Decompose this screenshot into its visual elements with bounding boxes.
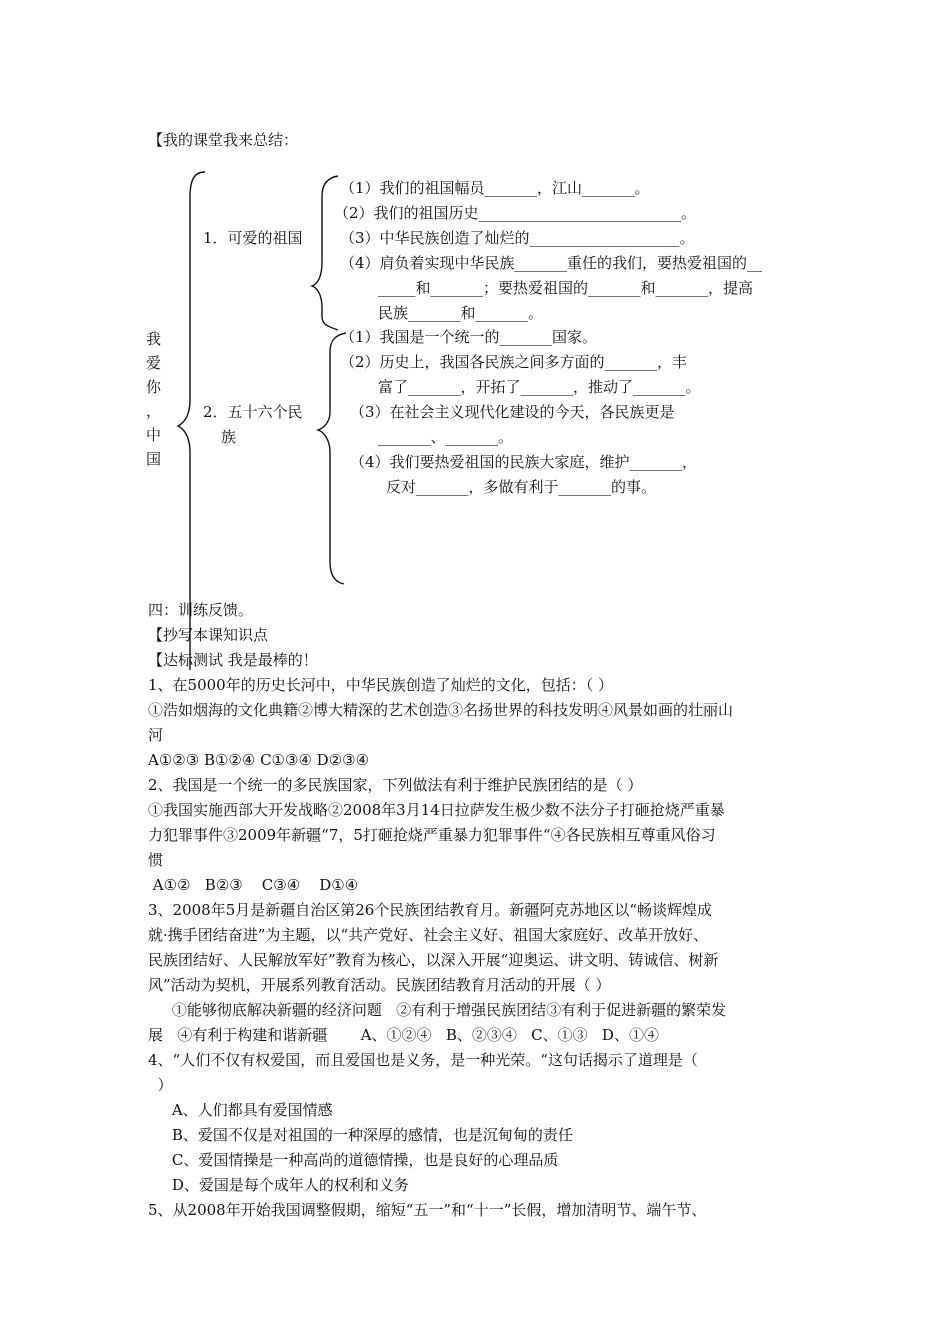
question-line: 惯 (148, 851, 164, 869)
section-title: 四：训练反馈。 (148, 601, 254, 619)
question-line: 就·携手团结奋进”为主题，以“共产党好、社会主义好、祖国大家庭好、改革开放好、 (148, 926, 709, 944)
root-char: 国 (146, 450, 162, 468)
question-line: 力犯罪事件③2009年新疆“7，5打砸抢烧严重暴力犯罪事件“④各民族相互尊重风俗习 (148, 826, 716, 844)
answer-option: A、人们都具有爱国情感 (148, 1101, 333, 1119)
topic-2-item: 反对_______，多做有利于_______的事。 (386, 478, 657, 496)
topic-1-item: 民族_______和_______。 (378, 304, 544, 322)
question-line: ①我国实施西部大开发战略②2008年3月14日拉萨发生极少数不法分子打砸抢烧严重暴 (148, 801, 725, 819)
answer-option: B、爱国不仅是对祖国的一种深厚的感情，也是沉甸甸的责任 (148, 1126, 573, 1144)
topic-1-item: _____和_______；要热爱祖国的_______和_______，提高 (378, 279, 754, 297)
root-char: 中 (146, 426, 162, 444)
topic-2-item: 富了_______，开拓了_______，推动了_______。 (378, 378, 701, 396)
root-char: ， (146, 402, 162, 420)
topic-2-label: 2．五十六个民 (203, 403, 303, 421)
outer-brace (178, 172, 205, 670)
topic-2-item: _______、_______。 (378, 428, 514, 446)
topic-2-item: （3）在社会主义现代化建设的今天，各民族更是 (350, 403, 675, 421)
question-line: ①能够彻底解决新疆的经济问题 ②有利于增强民族团结③有利于促进新疆的繁荣发 (148, 1001, 727, 1019)
topic-2-label: 族 (221, 428, 237, 446)
topic-1-item: （1）我们的祖国幅员_______，江山_______。 (340, 179, 650, 197)
root-char: 我 (146, 330, 162, 348)
question-line: ） (148, 1076, 173, 1094)
root-char: 爱 (146, 354, 162, 372)
question-line: 1、在5000年的历史长河中，中华民族创造了灿烂的文化，包括：（ ） (148, 676, 613, 694)
question-line: ①浩如烟海的文化典籍②博大精深的艺术创造③名扬世界的科技发明④风景如画的壮丽山 (148, 701, 734, 719)
question-line: 5、从2008年开始我国调整假期，缩短“五一”和“十一”长假，增加清明节、端午节、 (148, 1201, 707, 1219)
answer-option: D、爱国是每个成年人的权利和义务 (148, 1176, 409, 1194)
topic-2-item: （4）我们要热爱祖国的民族大家庭，维护_______， (350, 453, 698, 471)
summary-heading: 【我的课堂我来总结： (148, 131, 299, 149)
answer-options: 展 ④有利于构建和谐新疆 A、①②④ B、②③④ C、①③ D、①④ (148, 1026, 659, 1044)
answer-options: A①② B②③ C③④ D①④ (148, 876, 359, 894)
topic-2-item: （1）我国是一个统一的_______国家。 (340, 328, 598, 346)
root-char: 你 (146, 378, 162, 396)
question-line: 风”活动为契机，开展系列教育活动。民族团结教育月活动的开展（ ） (148, 976, 611, 994)
brace-topic-1 (312, 176, 338, 330)
question-line: 4、“人们不仅有权爱国，而且爱国也是义务，是一种光荣。“这句话揭示了道理是（ (148, 1051, 698, 1069)
topic-1-item: （4）肩负着实现中华民族_______重任的我们，要热爱祖国的__ (340, 254, 763, 272)
topic-2-item: （2）历史上，我国各民族之间多方面的_______，丰 (340, 353, 688, 371)
answer-option: C、爱国情操是一种高尚的道德情操，也是良好的心理品质 (148, 1151, 559, 1169)
test-heading: 【达标测试 我是最棒的！ (148, 651, 318, 669)
topic-1-item: （3）中华民族创造了灿烂的____________________。 (340, 229, 695, 247)
answer-options: A①②③ B①②④ C①③④ D②③④ (148, 751, 370, 769)
question-line: 3、2008年5月是新疆自治区第26个民族团结教育月。新疆阿克苏地区以“畅谈辉煌成 (148, 901, 713, 919)
question-line: 民族团结好、人民解放军好”教育为核心，以深入开展“迎奥运、讲文明、铸诚信、树新 (148, 951, 719, 969)
topic-1-item: （2）我们的祖国历史___________________________。 (334, 204, 697, 222)
copy-heading: 【抄写本课知识点 (148, 626, 269, 644)
topic-1-label: 1．可爱的祖国 (203, 229, 303, 247)
question-line: 2、我国是一个统一的多民族国家，下列做法有利于维护民族团结的是（ ） (148, 776, 643, 794)
question-line: 河 (148, 726, 164, 744)
